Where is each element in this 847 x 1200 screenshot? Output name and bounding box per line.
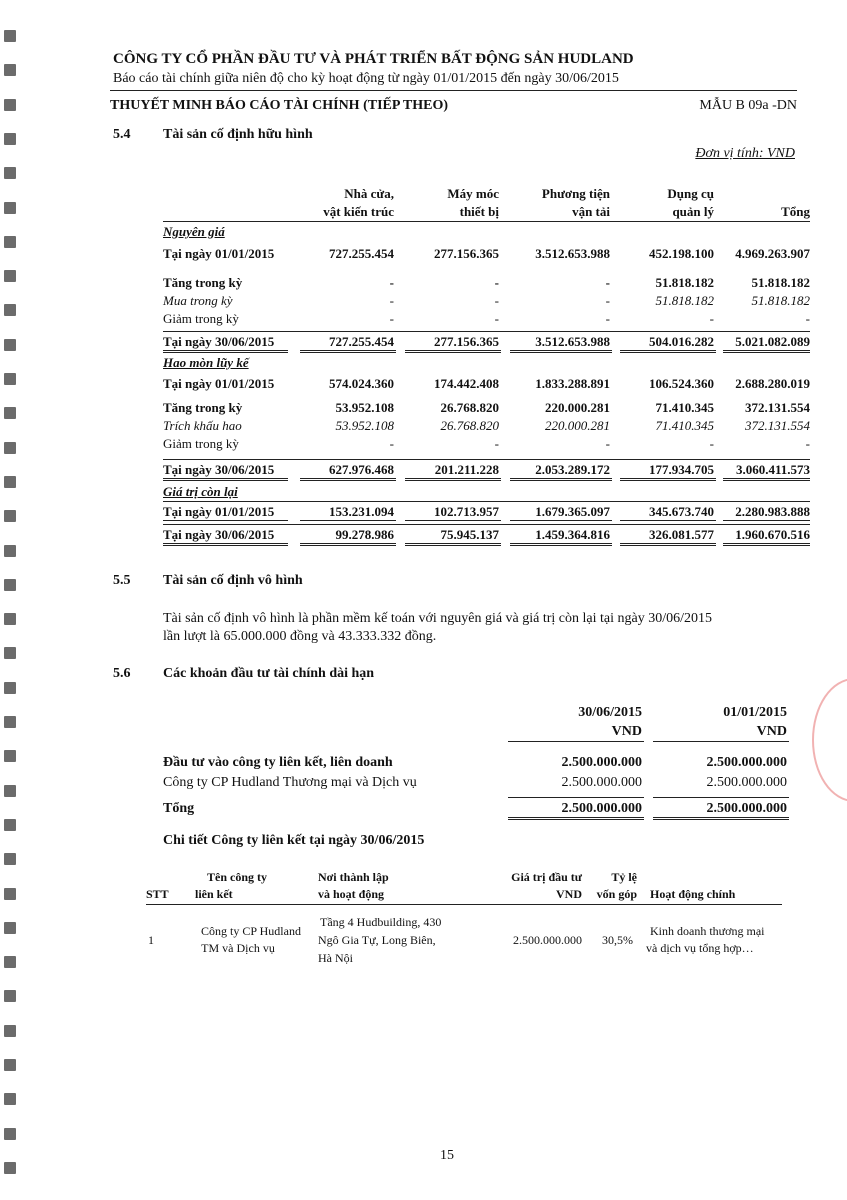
table-cell: - <box>805 311 810 326</box>
binding-hole <box>4 819 16 831</box>
group-label-depreciation: Hao mòn lũy kế <box>163 355 249 370</box>
unit-label: Đơn vị tính: VND <box>695 146 795 161</box>
column-header: quản lý <box>672 204 714 219</box>
row-label: Tăng trong kỳ <box>163 275 243 290</box>
section-title: THUYẾT MINH BÁO CÁO TÀI CHÍNH (TIẾP THEO) <box>110 98 449 113</box>
row-bottom-rule <box>723 543 810 546</box>
binding-hole <box>4 64 16 76</box>
report-subtitle: Báo cáo tài chính giữa niên độ cho kỳ hoạt động từ ngày 01/01/2015 đến ngày 30/06/2015 <box>113 71 619 86</box>
table-cell: 71.410.345 <box>655 418 714 433</box>
binding-hole <box>4 785 16 797</box>
table-cell: 2.053.289.172 <box>535 462 610 477</box>
table-cell: 51.818.182 <box>751 275 810 290</box>
row-bottom-rule <box>405 478 501 481</box>
row-bottom-rule <box>300 520 396 521</box>
table-cell: 26.768.820 <box>440 418 499 433</box>
detail-place: Ngô Gia Tự, Long Biên, <box>318 933 436 947</box>
table-cell: 2.688.280.019 <box>735 376 810 391</box>
binding-hole <box>4 373 16 385</box>
detail-ratio: 30,5% <box>602 933 633 947</box>
table-cell: - <box>605 293 610 308</box>
table-cell: 372.131.554 <box>745 400 810 415</box>
row-bottom-rule <box>620 478 716 481</box>
table-cell: 1.459.364.816 <box>535 527 610 542</box>
inv-row-value: 2.500.000.000 <box>706 755 787 770</box>
binding-holes <box>0 0 22 1200</box>
table-cell: 26.768.820 <box>440 400 499 415</box>
table-cell: 1.960.670.516 <box>735 527 810 542</box>
row-bottom-rule <box>723 478 810 481</box>
table-cell: 75.945.137 <box>440 527 499 542</box>
row-bottom-rule <box>510 520 612 521</box>
inv-total-double-rule <box>653 817 789 820</box>
row-label: Tại ngày 01/01/2015 <box>163 376 275 391</box>
detail-activity: Kinh doanh thương mại <box>650 924 765 938</box>
inv-total-top-rule <box>508 797 644 798</box>
binding-hole <box>4 339 16 351</box>
binding-hole <box>4 647 16 659</box>
table-cell: - <box>494 293 499 308</box>
inv-row-value: 2.500.000.000 <box>561 775 642 790</box>
row-bottom-rule <box>510 543 612 546</box>
column-header: vật kiến trúc <box>323 204 394 219</box>
group-label-net-value: Giá trị còn lại <box>163 484 238 499</box>
table-cell: 2.280.983.888 <box>735 504 810 519</box>
row-label: Giảm trong kỳ <box>163 436 239 451</box>
table-cell: - <box>389 275 394 290</box>
table-cell: 727.255.454 <box>329 334 394 349</box>
detail-h-ratio: vốn góp <box>596 887 637 901</box>
binding-hole <box>4 270 16 282</box>
row-bottom-rule <box>510 478 612 481</box>
inv-col2-currency: VND <box>756 724 787 739</box>
row-bottom-rule <box>163 478 288 481</box>
s56-title: Các khoản đầu tư tài chính dài hạn <box>163 666 375 681</box>
binding-hole <box>4 1128 16 1140</box>
detail-h-activity: Hoạt động chính <box>650 887 736 901</box>
table-cell: 1.679.365.097 <box>535 504 610 519</box>
row-bottom-rule <box>510 350 612 353</box>
detail-h-value: VND <box>556 887 582 901</box>
binding-hole <box>4 1059 16 1071</box>
row-label: Trích khấu hao <box>163 418 242 433</box>
detail-h-place: và hoạt động <box>318 887 385 901</box>
table-cell: 153.231.094 <box>329 504 394 519</box>
inv-row-value: 2.500.000.000 <box>706 775 787 790</box>
binding-hole <box>4 545 16 557</box>
binding-hole <box>4 613 16 625</box>
binding-hole <box>4 442 16 454</box>
detail-h-ratio: Tỷ lệ <box>611 870 637 884</box>
table-cell: 174.442.408 <box>434 376 499 391</box>
detail-place: Tầng 4 Hudbuilding, 430 <box>320 915 442 929</box>
row-bottom-rule <box>620 350 716 353</box>
binding-hole <box>4 407 16 419</box>
inv-total-value: 2.500.000.000 <box>561 801 642 816</box>
row-bottom-rule <box>163 520 288 521</box>
table-cell: 220.000.281 <box>545 418 610 433</box>
table-cell: 4.969.263.907 <box>735 246 810 261</box>
detail-stt: 1 <box>148 933 154 947</box>
inv-total-label: Tổng <box>163 801 195 816</box>
company-seal-stamp <box>812 678 847 802</box>
binding-hole <box>4 133 16 145</box>
table-cell: 106.524.360 <box>649 376 714 391</box>
table-cell: 277.156.365 <box>434 246 499 261</box>
binding-hole <box>4 510 16 522</box>
detail-h-stt: STT <box>146 887 169 901</box>
row-label: Tại ngày 30/06/2015 <box>163 462 275 477</box>
row-bottom-rule <box>405 350 501 353</box>
table-cell: 627.976.468 <box>329 462 394 477</box>
inv-total-double-rule <box>508 817 644 820</box>
table-cell: - <box>494 436 499 451</box>
table-cell: 220.000.281 <box>545 400 610 415</box>
table-cell: 5.021.082.089 <box>735 334 810 349</box>
table-cell: 372.131.554 <box>745 418 810 433</box>
binding-hole <box>4 304 16 316</box>
table-cell: 504.016.282 <box>649 334 714 349</box>
table-cell: - <box>605 275 610 290</box>
column-header: thiết bị <box>459 204 499 219</box>
row-bottom-rule <box>300 543 396 546</box>
row-label: Tại ngày 01/01/2015 <box>163 246 275 261</box>
detail-h-name: liên kết <box>195 887 233 901</box>
inv-col1-currency: VND <box>611 724 642 739</box>
table-header-rule <box>163 221 810 222</box>
header-divider <box>110 90 797 91</box>
row-bottom-rule <box>405 543 501 546</box>
row-label: Tại ngày 30/06/2015 <box>163 527 275 542</box>
table-cell: 71.410.345 <box>655 400 714 415</box>
inv-total-value: 2.500.000.000 <box>706 801 787 816</box>
table-cell: 3.512.653.988 <box>535 334 610 349</box>
row-top-rule <box>163 501 810 502</box>
table-cell: 452.198.100 <box>649 246 714 261</box>
row-top-rule <box>163 459 810 460</box>
table-cell: 102.713.957 <box>434 504 499 519</box>
table-cell: - <box>605 311 610 326</box>
detail-h-value: Giá trị đầu tư <box>511 870 582 884</box>
table-cell: - <box>605 436 610 451</box>
table-cell: - <box>805 436 810 451</box>
column-header: Tổng <box>781 204 810 219</box>
table-cell: 53.952.108 <box>335 400 394 415</box>
column-header: Dụng cụ <box>667 186 714 201</box>
group-label-cost: Nguyên giá <box>163 224 225 239</box>
table-cell: 53.952.108 <box>335 418 394 433</box>
row-bottom-rule <box>723 350 810 353</box>
inv-col2-header-rule <box>653 741 789 742</box>
table-cell: - <box>389 436 394 451</box>
binding-hole <box>4 1162 16 1174</box>
binding-hole <box>4 956 16 968</box>
row-label: Tại ngày 01/01/2015 <box>163 504 275 519</box>
inv-col1-date: 30/06/2015 <box>578 705 642 720</box>
binding-hole <box>4 990 16 1002</box>
row-bottom-rule <box>300 478 396 481</box>
row-bottom-rule <box>163 543 288 546</box>
row-label: Mua trong kỳ <box>163 293 233 308</box>
table-cell: 727.255.454 <box>329 246 394 261</box>
inv-row-label: Đầu tư vào công ty liên kết, liên doanh <box>163 755 393 770</box>
binding-hole <box>4 1025 16 1037</box>
row-label: Giảm trong kỳ <box>163 311 239 326</box>
column-header: Máy móc <box>447 186 499 201</box>
table-cell: 51.818.182 <box>751 293 810 308</box>
table-cell: - <box>709 311 714 326</box>
binding-hole <box>4 476 16 488</box>
binding-hole <box>4 30 16 42</box>
detail-activity: và dịch vụ tổng hợp… <box>646 941 754 955</box>
inv-col1-header-rule <box>508 741 644 742</box>
table-cell: 345.673.740 <box>649 504 714 519</box>
s54-number: 5.4 <box>113 127 131 142</box>
row-bottom-rule <box>620 543 716 546</box>
s55-text-line2: lần lượt là 65.000.000 đồng và 43.333.332 đồng. <box>163 629 437 644</box>
row-bottom-rule <box>300 350 396 353</box>
binding-hole <box>4 750 16 762</box>
binding-hole <box>4 922 16 934</box>
table-cell: 277.156.365 <box>434 334 499 349</box>
detail-title: Chi tiết Công ty liên kết tại ngày 30/06/2015 <box>163 833 425 848</box>
row-top-rule <box>163 524 810 525</box>
detail-value: 2.500.000.000 <box>513 933 582 947</box>
table-cell: - <box>494 275 499 290</box>
inv-total-top-rule <box>653 797 789 798</box>
detail-name: Công ty CP Hudland <box>201 924 301 938</box>
column-header: Phương tiện <box>541 186 610 201</box>
detail-place: Hà Nội <box>318 951 353 965</box>
binding-hole <box>4 682 16 694</box>
row-bottom-rule <box>723 520 810 521</box>
table-cell: - <box>494 311 499 326</box>
table-cell: - <box>389 311 394 326</box>
s55-text-line1: Tài sản cố định vô hình là phần mềm kế toán với nguyên giá và giá trị còn lại tại ngày 30/06/2015 <box>163 611 713 626</box>
inv-row-label: Công ty CP Hudland Thương mại và Dịch vụ <box>163 775 417 790</box>
binding-hole <box>4 1093 16 1105</box>
binding-hole <box>4 202 16 214</box>
row-bottom-rule <box>405 520 501 521</box>
inv-col2-date: 01/01/2015 <box>723 705 787 720</box>
inv-row-value: 2.500.000.000 <box>561 755 642 770</box>
detail-header-rule <box>146 904 782 905</box>
table-cell: 1.833.288.891 <box>535 376 610 391</box>
table-cell: 3.512.653.988 <box>535 246 610 261</box>
company-name: CÔNG TY CỔ PHẦN ĐẦU TƯ VÀ PHÁT TRIỂN BẤT ĐỘNG SẢN HUDLAND <box>113 51 634 67</box>
binding-hole <box>4 888 16 900</box>
page-number: 15 <box>440 1148 454 1163</box>
table-cell: 177.934.705 <box>649 462 714 477</box>
table-cell: - <box>709 436 714 451</box>
table-cell: 51.818.182 <box>655 293 714 308</box>
binding-hole <box>4 167 16 179</box>
binding-hole <box>4 99 16 111</box>
table-cell: 99.278.986 <box>335 527 394 542</box>
form-code: MẪU B 09a -DN <box>699 98 797 113</box>
row-bottom-rule <box>163 350 288 353</box>
s55-number: 5.5 <box>113 573 131 588</box>
row-label: Tăng trong kỳ <box>163 400 243 415</box>
detail-h-place: Nơi thành lập <box>318 870 389 884</box>
table-cell: 201.211.228 <box>434 462 499 477</box>
table-cell: 3.060.411.573 <box>735 462 810 477</box>
row-label: Tại ngày 30/06/2015 <box>163 334 275 349</box>
table-cell: 51.818.182 <box>655 275 714 290</box>
table-cell: 574.024.360 <box>329 376 394 391</box>
table-cell: - <box>389 293 394 308</box>
column-header: vận tải <box>572 204 610 219</box>
column-header: Nhà cửa, <box>344 186 394 201</box>
binding-hole <box>4 579 16 591</box>
binding-hole <box>4 236 16 248</box>
binding-hole <box>4 853 16 865</box>
s54-title: Tài sản cố định hữu hình <box>163 127 313 142</box>
s56-number: 5.6 <box>113 666 131 681</box>
row-top-rule <box>163 331 810 332</box>
row-bottom-rule <box>620 520 716 521</box>
detail-name: TM và Dịch vụ <box>201 941 275 955</box>
binding-hole <box>4 716 16 728</box>
detail-h-name: Tên công ty <box>207 870 267 884</box>
table-cell: 326.081.577 <box>649 527 714 542</box>
s55-title: Tài sản cố định vô hình <box>163 573 303 588</box>
